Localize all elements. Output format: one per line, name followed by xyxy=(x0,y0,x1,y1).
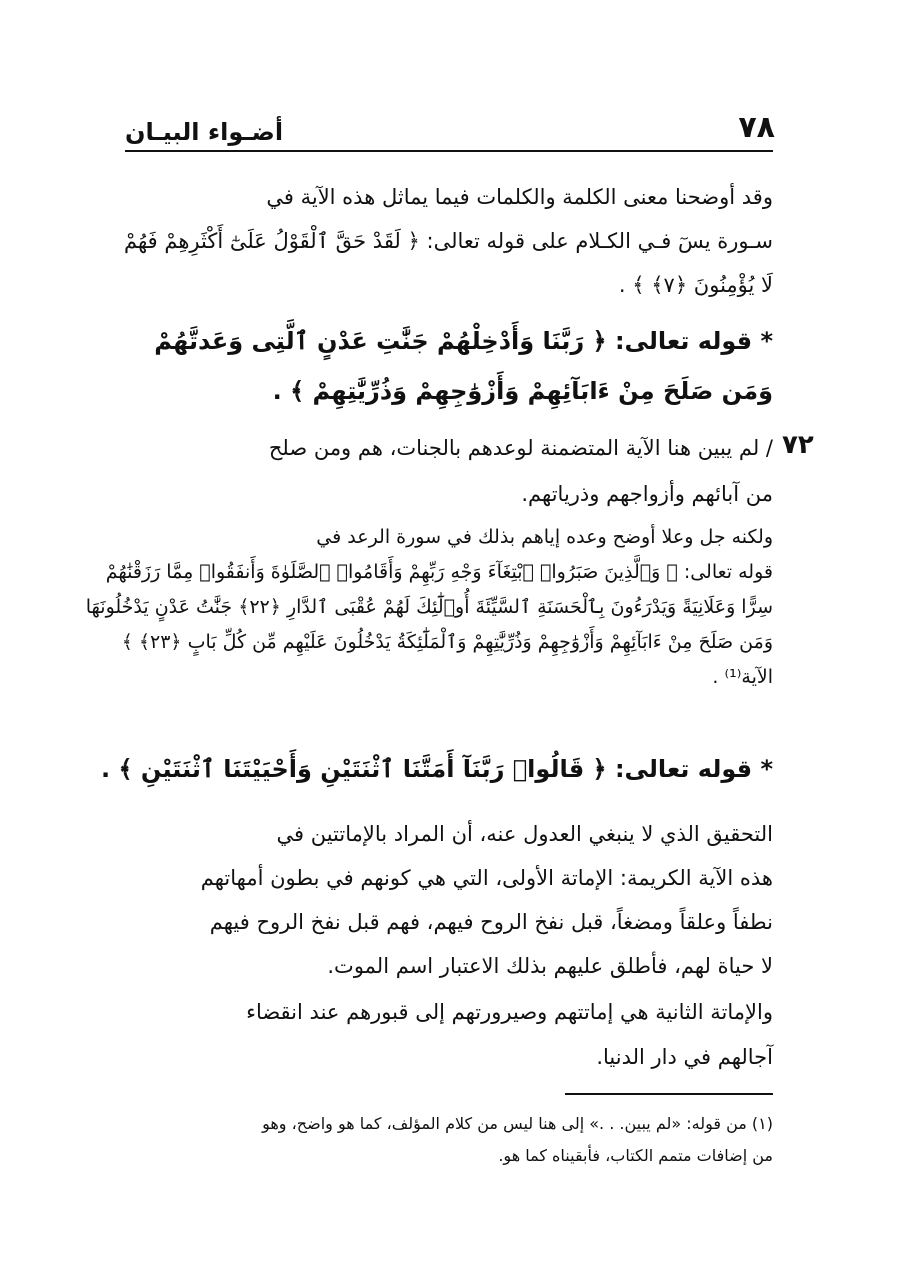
paragraph-second-death xyxy=(125,990,773,1080)
footnote-line: (١) من قوله: «لم يبين. . .» إلى هنا ليس من كلام المؤلف، كما هو واضح، وهو xyxy=(262,1114,773,1133)
footnote xyxy=(125,1108,773,1172)
text-line: قوله تعالى: ﴿ وَٱلَّذِينَ صَبَرُوا۟ ٱبْتِغَآءَ وَجْهِ رَبِّهِمْ وَأَقَامُوا۟ ٱلصَّلَوٰةَ وَأَنفَقُوا۟ مِمَّا رَزَقْنَٰهُمْ xyxy=(105,561,773,583)
margin-page-number: ٧٢ xyxy=(782,430,814,460)
text-line: ولكنه جل وعلا أوضح وعده إياهم بذلك في سورة الرعد في xyxy=(316,526,773,548)
text-line: والإماتة الثانية هي إماتتهم وصيرورتهم إلى قبورهم عند انقضاء xyxy=(246,1000,773,1024)
book-title: أضـواء البيـان xyxy=(125,118,284,146)
footnote-line: من إضافات متمم الكتاب، فأبقيناه كما هو. xyxy=(498,1146,773,1165)
text-line: آجالهم في دار الدنيا. xyxy=(596,1045,773,1069)
verse-heading-1 xyxy=(125,316,773,416)
page-number: ٧٨ xyxy=(738,110,775,145)
text-line: من آبائهم وأزواجهم وذرياتهم. xyxy=(521,482,773,506)
paragraph-two-deaths xyxy=(125,812,773,988)
text-line: نطفاً وعلقاً ومضغاً، قبل نفخ الروح فيهم، فهم قبل نفخ الروح فيهم xyxy=(209,910,773,934)
verse-line: وَمَن صَلَحَ مِنْ ءَابَآئِهِمْ وَأَزْوَٰجِهِمْ وَذُرِّيَّٰتِهِمْ ﴾ . xyxy=(272,377,773,405)
paragraph-intro xyxy=(125,175,773,307)
text-line: سـورة يسٓ فـي الكـلام على قوله تعالى: ﴿ لَقَدْ حَقَّ ٱلْقَوْلُ عَلَىٰٓ أَكْثَرِهِمْ فَهُمْ xyxy=(124,229,773,253)
verse-line: * قوله تعالى: ﴿ رَبَّنَا وَأَدْخِلْهُمْ جَنَّٰتِ عَدْنٍ ٱلَّتِى وَعَدتَّهُمْ xyxy=(154,327,773,355)
text-line: لَا يُؤْمِنُونَ ﴿٧﴾ ﴾ . xyxy=(618,273,773,297)
text-line: وَمَن صَلَحَ مِنْ ءَابَآئِهِمْ وَأَزْوَٰجِهِمْ وَذُرِّيَّٰتِهِمْ وَٱلْمَلَٰٓئِكَةُ يَدْخُلُونَ عَلَيْهِم مِّن كُلِّ بَابٍ ﴿٢٣﴾ ﴾ xyxy=(121,631,773,653)
footnote-divider xyxy=(565,1093,773,1095)
text-line: هذه الآية الكريمة: الإماتة الأولى، التي هي كونهم في بطون أمهاتهم xyxy=(200,866,773,890)
paragraph-surah-raad xyxy=(85,520,773,695)
verse-line: * قوله تعالى: ﴿ قَالُوا۟ رَبَّنَآ أَمَتَّنَا ٱثْنَتَيْنِ وَأَحْيَيْتَنَا ٱثْنَتَيْنِ ﴾ . xyxy=(101,755,773,783)
text-line: التحقيق الذي لا ينبغي العدول عنه، أن المراد بالإماتتين في xyxy=(276,822,773,846)
text-line: لا حياة لهم، فأطلق عليهم بذلك الاعتبار اسم الموت. xyxy=(327,954,773,978)
verse-heading-2 xyxy=(101,745,773,793)
text-line: وقد أوضحنا معنى الكلمة والكلمات فيما يماثل هذه الآية في xyxy=(266,185,773,209)
page-header xyxy=(125,104,775,152)
text-line: الآية⁽¹⁾ . xyxy=(712,666,773,688)
header-divider xyxy=(125,150,773,152)
text-line: / لم يبين هنا الآية المتضمنة لوعدهم بالجنات، هم ومن صلح xyxy=(268,436,773,460)
text-line: سِرًّا وَعَلَانِيَةً وَيَدْرَءُونَ بِٱلْحَسَنَةِ ٱلسَّيِّئَةَ أُو۟لَٰٓئِكَ لَهُمْ عُقْبَى ٱلدَّارِ ﴿٢٢﴾ جَنَّٰتُ عَدْنٍ يَدْخُلُونَهَا xyxy=(85,596,773,618)
paragraph-commentary xyxy=(125,425,773,517)
